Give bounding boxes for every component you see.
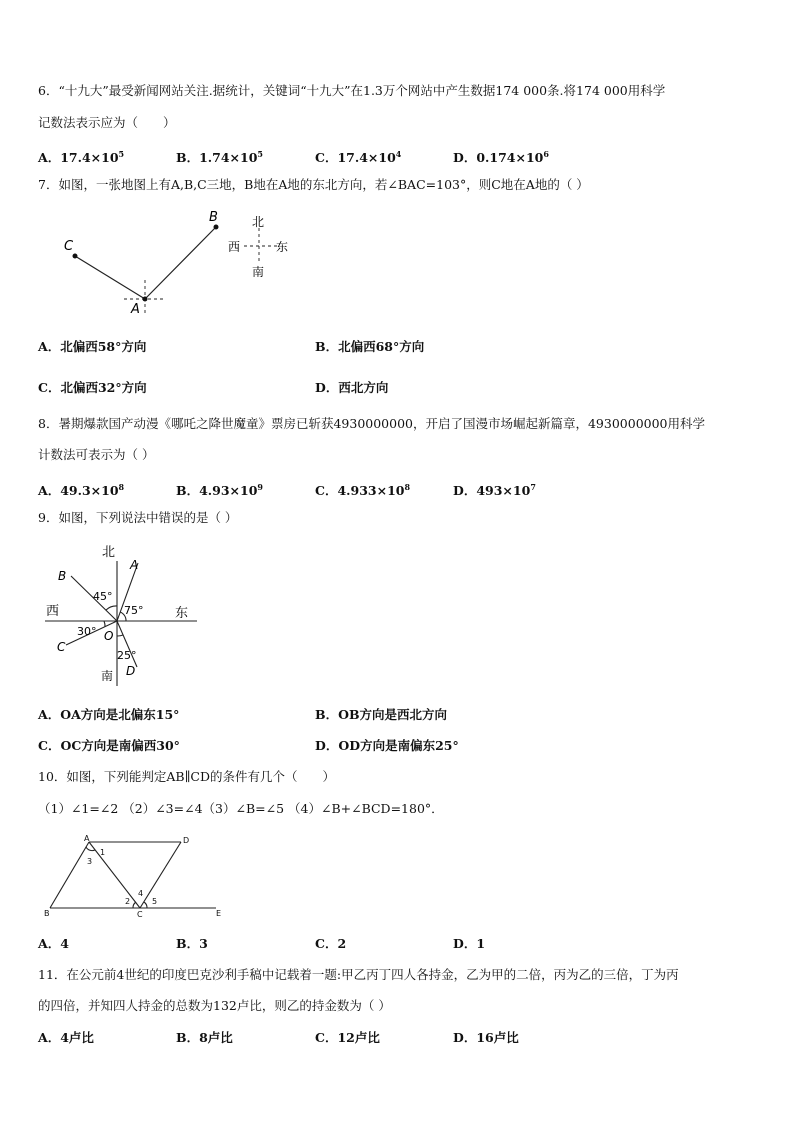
q10-angle-4: 4 bbox=[138, 889, 144, 898]
q6-option-c[interactable]: C．$17.4\times 10^4$ bbox=[315, 149, 402, 166]
q11-option-d[interactable]: D．16卢比 bbox=[453, 1030, 519, 1045]
q10-label-b: B bbox=[44, 909, 50, 918]
q6-stem-line2: 记数法表示应为（ ） bbox=[38, 115, 176, 130]
q10-label-a: A bbox=[84, 834, 90, 843]
q10-angle-5: 5 bbox=[152, 897, 158, 906]
q10-label-e: E bbox=[216, 909, 222, 918]
q8-stem-line2: 计数法可表示为（ ） bbox=[38, 447, 155, 462]
q10-stem-line2: （1）∠1=∠2 （2）∠3=∠4（3）∠B=∠5 （4）∠B+∠BCD=180°． bbox=[38, 801, 444, 816]
q9-label-c: C bbox=[57, 640, 66, 654]
q7-label-c: C bbox=[64, 239, 74, 254]
q10-stem-line1: 10．如图，下列能判定AB∥CD的条件有几个（ ） bbox=[38, 769, 335, 784]
q11-option-c[interactable]: C．12卢比 bbox=[315, 1030, 380, 1045]
q9-option-b[interactable]: B．OB方向是西北方向 bbox=[315, 707, 448, 722]
q7-option-d[interactable]: D．西北方向 bbox=[315, 380, 389, 395]
q10-option-c[interactable]: C．2 bbox=[315, 936, 347, 951]
q6-option-d[interactable]: D．$0.174\times 10^6$ bbox=[453, 149, 549, 166]
q10-angle-2: 2 bbox=[125, 897, 131, 906]
q11-option-a[interactable]: A．4卢比 bbox=[38, 1030, 94, 1045]
q7-south: 南 bbox=[252, 265, 265, 279]
q10-label-c: C bbox=[137, 910, 143, 919]
q6-option-b[interactable]: B．$1.74\times 10^5$ bbox=[176, 149, 263, 166]
q9-angle-30: 30° bbox=[77, 625, 97, 638]
q10-angle-3: 3 bbox=[87, 857, 93, 866]
q8-option-b[interactable]: B．$4.93\times 10^9$ bbox=[176, 482, 263, 499]
q10-segment-ab bbox=[50, 842, 89, 908]
q6-stem-line1: 6．“十九大”最受新闻网站关注.据统计，关键词“十九大”在1.3万个网站中产生数据174 000条.将174 000用科学 bbox=[38, 83, 666, 98]
q7-north: 北 bbox=[252, 215, 265, 229]
q9-label-b: B bbox=[58, 569, 67, 583]
q7-west: 西 bbox=[228, 240, 241, 254]
q9-stem: 9．如图，下列说法中错误的是（ ） bbox=[38, 510, 238, 525]
q7-option-c[interactable]: C．北偏西32°方向 bbox=[38, 380, 147, 395]
q7-label-b: B bbox=[209, 210, 218, 225]
q10-segment-cd bbox=[140, 842, 181, 908]
q7-label-a: A bbox=[131, 302, 140, 317]
q11-option-b[interactable]: B．8卢比 bbox=[176, 1030, 233, 1045]
q7-option-a[interactable]: A．北偏西58°方向 bbox=[38, 339, 147, 354]
q9-east: 东 bbox=[175, 606, 189, 621]
q8-option-c[interactable]: C．$4.933\times 10^8$ bbox=[315, 482, 411, 499]
q9-west: 西 bbox=[46, 604, 60, 619]
q8-option-a[interactable]: A．$49.3\times 10^8$ bbox=[38, 482, 125, 499]
q10-option-d[interactable]: D．1 bbox=[453, 936, 486, 951]
q9-label-a: A bbox=[130, 558, 139, 572]
q10-option-a[interactable]: A．4 bbox=[38, 936, 69, 951]
q7-option-b[interactable]: B．北偏西68°方向 bbox=[315, 339, 425, 354]
q9-north: 北 bbox=[102, 545, 116, 560]
q11-stem-line1: 11．在公元前4世纪的印度巴克沙利手稿中记载着一题:甲乙丙丁四人各持金，乙为甲的二倍，丙为乙的三倍，丁为丙 bbox=[38, 967, 679, 982]
q7-east: 东 bbox=[276, 240, 289, 254]
q9-angle-45: 45° bbox=[93, 590, 113, 603]
q9-label-d: D bbox=[126, 664, 136, 678]
q7-stem: 7．如图，一张地图上有A,B,C三地，B地在A地的东北方向，若∠BAC=103°，则C地在A地的（ ） bbox=[38, 177, 589, 192]
q8-option-d[interactable]: D．$493\times 10^7$ bbox=[453, 482, 536, 499]
q9-label-o: O bbox=[104, 629, 114, 643]
q9-angle-25: 25° bbox=[117, 649, 137, 662]
q9-south: 南 bbox=[101, 669, 114, 683]
q8-stem-line1: 8．暑期爆款国产动漫《哪吒之降世魔童》票房已斩获4930000000，开启了国漫市场崛起新篇章，4930000000用科学 bbox=[38, 416, 706, 431]
q9-angle-75: 75° bbox=[124, 604, 144, 617]
q10-option-b[interactable]: B．3 bbox=[176, 936, 208, 951]
q11-stem-line2: 的四倍，并知四人持金的总数为132卢比，则乙的持金数为（ ） bbox=[38, 998, 391, 1013]
q9-option-c[interactable]: C．OC方向是南偏西30° bbox=[38, 738, 180, 753]
q9-option-d[interactable]: D．OD方向是南偏东25° bbox=[315, 738, 459, 753]
q10-angle-1: 1 bbox=[100, 848, 106, 857]
q10-segment-ac bbox=[89, 842, 140, 908]
q6-option-a[interactable]: A．$17.4\times 10^5$ bbox=[38, 149, 125, 166]
q9-option-a[interactable]: A．OA方向是北偏东15° bbox=[38, 707, 180, 722]
q10-label-d: D bbox=[183, 836, 190, 845]
